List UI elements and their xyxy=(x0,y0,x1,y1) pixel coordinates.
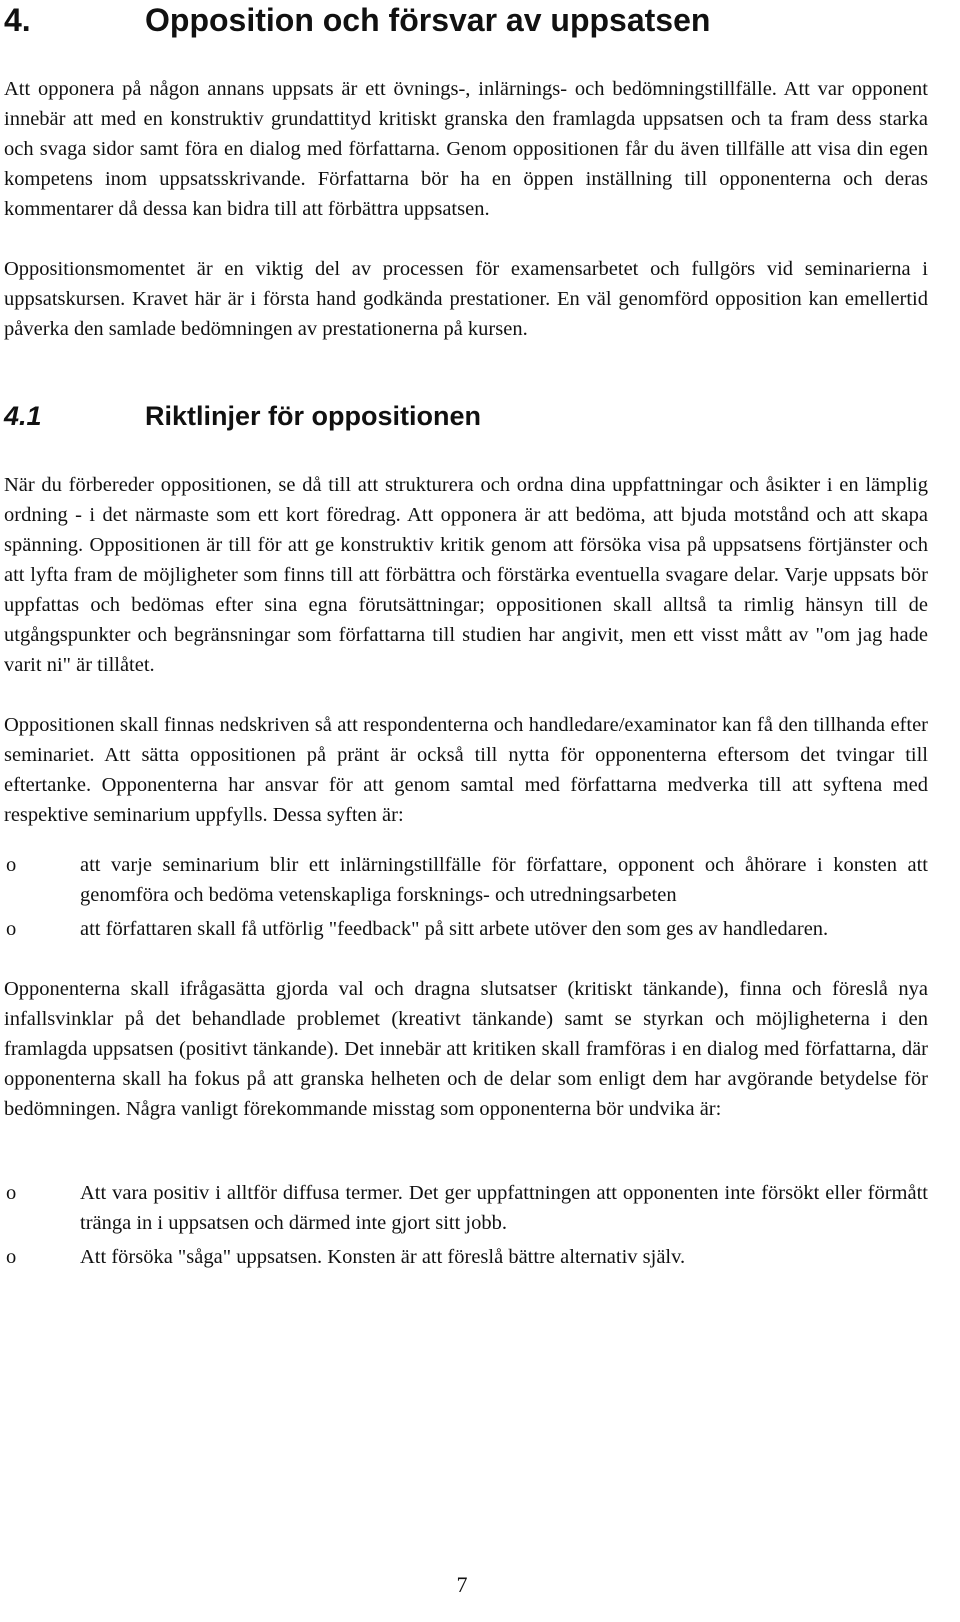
list-item xyxy=(4,1178,928,1238)
list-item-text: Att försöka "såga" uppsatsen. Konsten är att föreslå bättre alternativ själv. xyxy=(80,1246,686,1268)
guideline-paragraph: När du förbereder oppositionen, se då till att strukturera och ordna dina uppfattningar och åsikter i en lämplig ordning - i det närmaste som ett kort föredrag. Att opponera är att bedöma, att bjuda motstånd och att skapa spänning. Oppositionen är till för att ge konstruktiv kritik genom att försöka visa på uppsatsens förtjänster och att lyfta fram de möjligheter som finns till att förbättra och förstärka eventuella svagare delar. Varje uppsats bör uppfattas och bedömas efter sina egna förutsättningar; oppositionen skall alltså ta rimlig hänsyn till de utgångspunkter och begränsningar som författarna till studien har angivit, men ett visst mått av "om jag hade varit ni" är tillåtet. xyxy=(4,474,928,676)
list-item-text: Att vara positiv i alltför diffusa termer. Det ger uppfattningen att opponenten inte försökt eller förmått tränga in i uppsatsen och därmed inte gjort sitt jobb. xyxy=(80,1182,928,1234)
section-heading xyxy=(4,0,928,38)
section-title: Opposition och försvar av uppsatsen xyxy=(145,2,711,38)
bullet-marker: o xyxy=(6,1246,17,1268)
purposes-list xyxy=(4,850,928,944)
intro-paragraph: Att opponera på någon annans uppsats är ett övnings-, inlärnings- och bedömningstillfälle. Att var opponent innebär att med en konstruktiv grundattityd kritiskt granska den framlagda uppsatsen och ta fram dess starka och svaga sidor samt föra en dialog med författarna. Genom oppositionen får du även tillfälle att visa din egen kompetens inom uppsatsskrivande. Författarna bör ha en öppen inställning till opponenterna och deras kommentarer då dessa kan bidra till att förbättra uppsatsen. xyxy=(4,78,928,220)
bullet-marker: o xyxy=(6,854,17,876)
subsection-heading xyxy=(4,400,928,432)
bullet-marker: o xyxy=(6,918,17,940)
list-item xyxy=(4,1242,928,1272)
list-item-text: att varje seminarium blir ett inlärningstillfälle för författare, opponent och åhörare i konsten att genomföra och bedöma vetenskapliga forsknings- och utredningsarbeten xyxy=(80,854,928,906)
subsection-number: 4.1 xyxy=(4,401,42,431)
list-item-text: att författaren skall få utförlig "feedback" på sitt arbete utöver den som ges av handledaren. xyxy=(80,918,829,940)
list-item xyxy=(4,914,928,944)
mistakes-list xyxy=(4,1178,928,1272)
list-item xyxy=(4,850,928,910)
bullet-marker: o xyxy=(6,1182,17,1204)
intro-paragraph: Oppositionsmomentet är en viktig del av processen för examensarbetet och fullgörs vid seminarierna i uppsatskursen. Kravet här är i första hand godkända prestationer. En väl genomförd opposition kan emellertid påverka den samlade bedömningen av prestationerna på kursen. xyxy=(4,258,928,340)
page-number: 7 xyxy=(456,1572,468,1597)
section-number: 4. xyxy=(4,2,31,38)
mistakes-intro-paragraph: Opponenterna skall ifrågasätta gjorda val och dragna slutsatser (kritiskt tänkande), finna och föreslå nya infallsvinklar på det behandlade problemet (kreativt tänkande) samt se styrkan och möjligheterna i den framlagda uppsatsen (positivt tänkande). Det innebär att kritiken skall framföras i en dialog med författarna, där opponenterna skall ha fokus på att granska helheten och de delar som enligt dem har avgörande betydelse för bedömningen. Några vanligt förekommande misstag som opponenterna bör undvika är: xyxy=(4,978,928,1120)
guideline-paragraph: Oppositionen skall finnas nedskriven så att respondenterna och handledare/examinator kan få den tillhanda efter seminariet. Att sätta oppositionen på pränt är också till nytta för opponenterna eftersom det tvingar till eftertanke. Opponenterna har ansvar för att genom samtal med författarna medverka till att syftena med respektive seminarium uppfylls. Dessa syften är: xyxy=(4,714,928,826)
subsection-title: Riktlinjer för oppositionen xyxy=(145,401,481,431)
